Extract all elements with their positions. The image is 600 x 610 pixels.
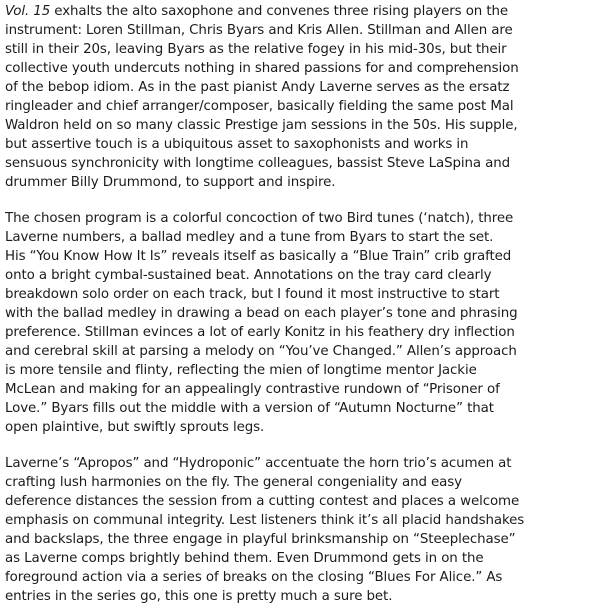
text-line [5,418,593,437]
text-segment: open plaintive, but swiftly sprouts legs. [5,420,265,435]
text-line [5,399,593,418]
text-line [5,285,593,304]
text-segment: entries in the series go, this one is pretty much a sure bet. [5,589,393,604]
text-segment: sensuous synchronicity with longtime colleagues, bassist Steve LaSpina and [5,156,511,171]
text-line [5,342,593,361]
text-line [5,549,593,568]
text-segment: instrument: Loren Stillman, Chris Byars and Kris Allen. Stillman and Allen are [5,23,513,38]
text-segment: and backslaps, the three engage in playful brinksmanship on “Steeplechase” [5,532,516,547]
paragraph-1 [5,2,593,192]
text-segment: Waldron held on so many classic Prestige jam sessions in the 50s. His supple, [5,118,518,133]
text-line [5,323,593,342]
text-segment: The chosen program is a colorful concoction of two Bird tunes (‘natch), three [5,211,514,226]
text-line [5,266,593,285]
text-segment: His “You Know How It Is” reveals itself as basically a “Blue Train” crib grafted [5,249,512,264]
album-title: Vol. 15 [5,4,51,19]
text-segment: Love.” Byars fills out the middle with a version of “Autumn Nocturne” that [5,401,494,416]
text-segment: but assertive touch is a ubiquitous asset to saxophonists and works in [5,137,469,152]
text-segment: ringleader and chief arranger/composer, basically fielding the same post Mal [5,99,514,114]
text-line [5,380,593,399]
text-line [5,173,593,192]
text-line [5,40,593,59]
text-line [5,587,593,606]
text-line [5,492,593,511]
text-line [5,209,593,228]
text-segment: drummer Billy Drummond, to support and inspire. [5,175,336,190]
text-line [5,97,593,116]
text-line [5,530,593,549]
text-segment: with the ballad medley in drawing a bead on each player’s tone and phrasing [5,306,518,321]
text-line [5,568,593,587]
text-segment: as Laverne comps brightly behind them. Even Drummond gets in on the [5,551,484,566]
text-line [5,454,593,473]
text-segment: crafting lush harmonies on the fly. The general congeniality and easy [5,475,462,490]
text-line [5,154,593,173]
text-line [5,247,593,266]
text-line [5,21,593,40]
text-segment: preference. Stillman evinces a lot of early Konitz in his feathery dry inflection [5,325,515,340]
text-segment: McLean and making for an appealingly contrastive rundown of “Prisoner of [5,382,500,397]
text-line [5,361,593,380]
text-segment: foreground action via a series of breaks on the closing “Blues For Alice.” As [5,570,503,585]
text-segment: emphasis on communal integrity. Lest listeners think it’s all placid handshakes [5,513,525,528]
text-segment: is more tensile and flinty, reflecting the mien of longtime mentor Jackie [5,363,477,378]
text-line [5,135,593,154]
text-line [5,59,593,78]
paragraph-3 [5,454,593,606]
text-line [5,228,593,247]
text-segment: collective youth undercuts nothing in shared passions for and comprehension [5,61,519,76]
text-line [5,116,593,135]
text-line [5,304,593,323]
text-segment: Laverne’s “Apropos” and “Hydroponic” accentuate the horn trio’s acumen at [5,456,512,471]
text-segment: still in their 20s, leaving Byars as the relative fogey in his mid-30s, but their [5,42,507,57]
text-line [5,511,593,530]
text-segment: Laverne numbers, a ballad medley and a tune from Byars to start the set. [5,230,494,245]
text-line [5,2,593,21]
text-segment: onto a bright cymbal-sustained beat. Annotations on the tray card clearly [5,268,492,283]
text-segment: and cerebral skill at parsing a melody on “You’ve Changed.” Allen’s approach [5,344,517,359]
text-segment: exhalts the alto saxophone and convenes three rising players on the [50,4,509,19]
text-line [5,78,593,97]
paragraph-2 [5,209,593,437]
text-line [5,473,593,492]
text-segment: deference distances the session from a cutting contest and places a welcome [5,494,520,509]
text-segment: of the bebop idiom. As in the past pianist Andy Laverne serves as the ersatz [5,80,510,95]
text-segment: breakdown solo order on each track, but I found it most instructive to start [5,287,500,302]
article-body [5,2,593,606]
